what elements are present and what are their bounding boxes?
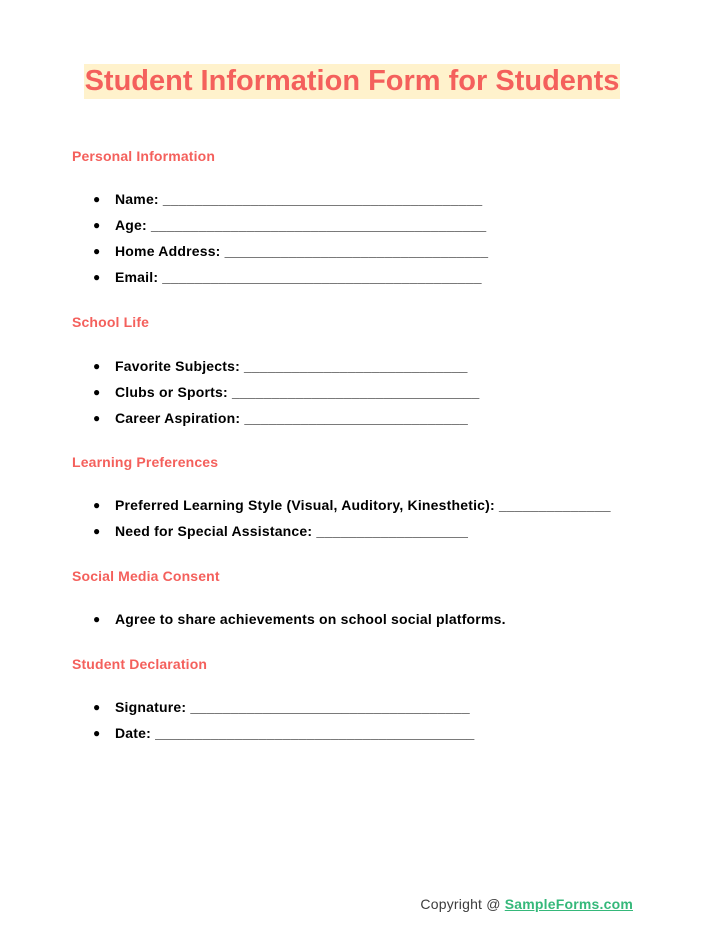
bullet-icon: ● [93,270,101,284]
field-label: Agree to share achievements on school social platforms. [115,611,506,627]
field-date [72,720,475,746]
brand-link[interactable]: SampleForms.com [504,896,633,912]
section-social-media-consent [72,567,672,627]
field-label: Need for Special Assistance: ___________________ [115,523,469,539]
section-student-declaration [72,655,672,741]
field-email [72,264,488,290]
field-label: Preferred Learning Style (Visual, Auditory, Kinesthetic): ______________ [115,497,611,513]
bullet-icon: ● [93,700,101,714]
footer-copyright [420,896,633,912]
bullet-icon: ● [93,498,101,512]
bullet-icon: ● [93,385,101,399]
bullet-icon: ● [93,218,101,232]
section-heading: Social Media Consent [72,568,220,584]
field-career-aspiration [72,405,480,431]
bullet-icon: ● [93,244,101,258]
title-container [0,64,704,99]
field-list [72,353,480,431]
field-list [72,694,475,746]
section-heading: School Life [72,314,150,330]
section-learning-preferences [72,453,672,539]
field-clubs-or-sports [72,379,480,405]
field-label: Favorite Subjects: ____________________________ [115,358,468,374]
copyright-label: Copyright @ [420,896,505,912]
bullet-icon: ● [93,192,101,206]
bullet-icon: ● [93,359,101,373]
bullet-icon: ● [93,411,101,425]
bullet-icon: ● [93,524,101,538]
field-name [72,186,488,212]
field-list [72,186,488,290]
field-label: Email: ________________________________________ [115,269,482,285]
field-label: Date: ________________________________________ [115,725,475,741]
page-title: Student Information Form for Students [84,65,620,97]
field-special-assistance [72,518,611,544]
section-heading: Learning Preferences [72,454,219,470]
field-label: Home Address: _________________________________ [115,243,489,259]
field-favorite-subjects [72,353,480,379]
field-social-consent [72,606,506,632]
section-school-life [72,313,672,426]
field-label: Age: __________________________________________ [115,217,487,233]
field-label: Signature: ___________________________________ [115,699,470,715]
field-list [72,492,611,544]
field-preferred-learning-style [72,492,611,518]
field-label: Name: ________________________________________ [115,191,483,207]
field-signature [72,694,475,720]
bullet-icon: ● [93,726,101,740]
section-personal-information [72,147,672,285]
section-heading: Personal Information [72,148,216,164]
field-label: Clubs or Sports: _______________________________ [115,384,480,400]
field-list [72,606,506,632]
field-label: Career Aspiration: ____________________________ [115,410,468,426]
field-home-address [72,238,488,264]
field-age [72,212,488,238]
section-heading: Student Declaration [72,656,208,672]
bullet-icon: ● [93,612,101,626]
